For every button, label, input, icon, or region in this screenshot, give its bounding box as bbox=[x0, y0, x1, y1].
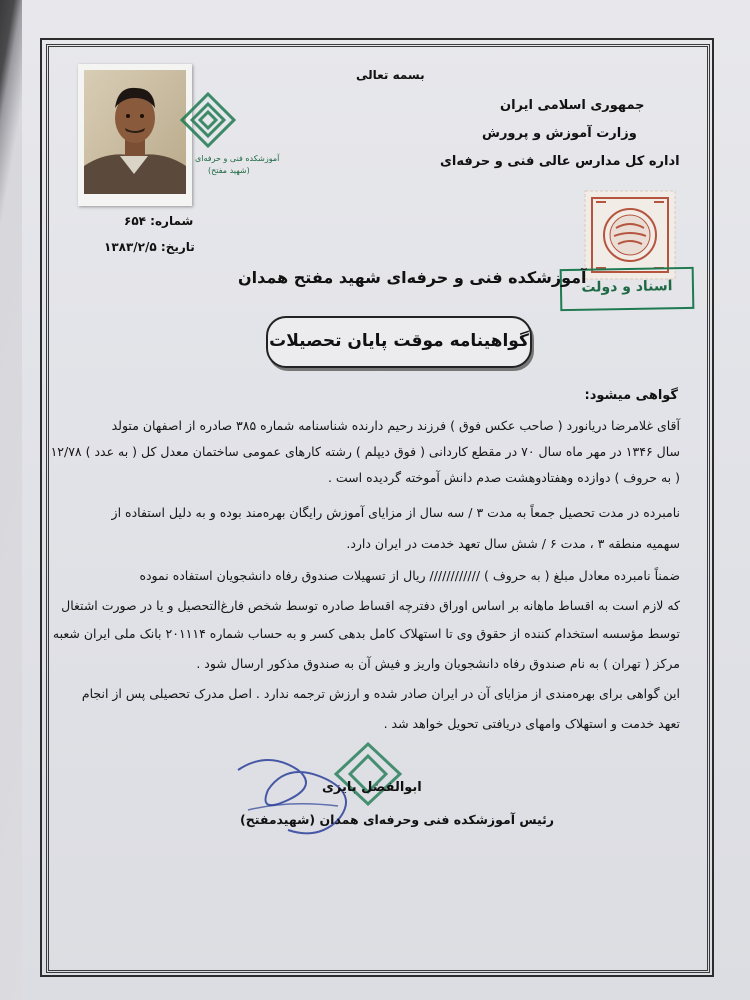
body-line: سال ۱۳۴۶ در مهر ماه سال ۷۰ در مقطع کاردانی ( فوق دیپلم ) رشته کارهای عمومی ساختمان معدل کل ( به عدد ) ۱۲/۷۸ bbox=[50, 444, 680, 459]
republic-heading: جمهوری اسلامی ایران bbox=[500, 98, 645, 113]
body-line: تعهد خدمت و استهلاک وامهای دریافتی تحویل خواهد شد . bbox=[383, 716, 680, 731]
photo-stamp-text-line2: (شهید مفتح) bbox=[208, 166, 250, 175]
body-line: سهمیه منطقه ۳ ، مدت ۶ / شش سال تعهد خدمت در ایران دارد. bbox=[346, 536, 680, 551]
signatory-title: رئیس آموزشکده فنی وحرفه‌ای همدان (شهیدمفتح) bbox=[240, 812, 554, 827]
certification-intro: گواهی میشود: bbox=[584, 388, 678, 403]
body-line: ( به حروف ) دوازده وهفتادوهشت صدم دانش آموخته گردیده است . bbox=[327, 470, 680, 485]
document-date: تاریخ: ۱۳۸۳/۲/۵ bbox=[104, 240, 195, 254]
body-line: آقای غلامرضا دریانورد ( صاحب عکس فوق ) فرزند رحیم دارنده شناسنامه شماره ۳۸۵ صادره از اصفهان متولد bbox=[111, 418, 680, 433]
photo-stamp-text-line1: آموزشکده فنی و حرفه‌ای bbox=[195, 154, 280, 163]
signatory-name: ابوالفضل بایزی bbox=[322, 780, 422, 795]
certificate-title-box bbox=[266, 316, 532, 368]
government-seal-stamp: اسناد و دولت bbox=[560, 267, 695, 311]
document-number: شماره: ۶۵۴ bbox=[124, 214, 194, 228]
body-line: ضمناً نامبرده معادل مبلغ ( به حروف ) //////////// ریال از تسهیلات صندوق رفاه دانشجویان استفاده نموده bbox=[139, 568, 680, 583]
ministry-heading: وزارت آموزش و پرورش bbox=[482, 126, 637, 141]
signature-and-seal bbox=[228, 740, 428, 854]
body-line: مرکز ( تهران ) به نام صندوق رفاه دانشجویان واریز و فیش آن به صندوق مذکور ارسال شود . bbox=[196, 656, 680, 671]
directorate-heading: اداره کل مدارس عالی فنی و حرفه‌ای bbox=[440, 154, 680, 169]
bismillah-heading: بسمه تعالی bbox=[356, 68, 425, 82]
institute-title: آموزشکده فنی و حرفه‌ای شهید مفتح همدان bbox=[238, 268, 587, 287]
body-line: این گواهی برای بهره‌مندی از مزایای آن در ایران صادر شده و ارزش ترجمه ندارد . اصل مدرک تحصیلی پس از انجام bbox=[81, 686, 680, 701]
body-line: نامبرده در مدت تحصیل جمعاً به مدت ۳ / سه سال از مزایای آموزش رایگان بهره‌مند بوده و به دلیل استفاده از bbox=[111, 505, 680, 520]
body-line: که لازم است به اقساط ماهانه بر اساس اوراق دفترچه اقساط صادره توسط شخص فارغ‌التحصیل و یا در صورت اشتغال bbox=[61, 598, 680, 613]
body-line: توسط مؤسسه استخدام کننده از حقوق وی تا استهلاک کامل بدهی کسر و به حساب شماره ۲۰۱۱۱۴ بانک ملی ایران شعبه bbox=[52, 626, 680, 641]
certificate-title: گواهینامه موقت پایان تحصیلات bbox=[269, 331, 529, 351]
